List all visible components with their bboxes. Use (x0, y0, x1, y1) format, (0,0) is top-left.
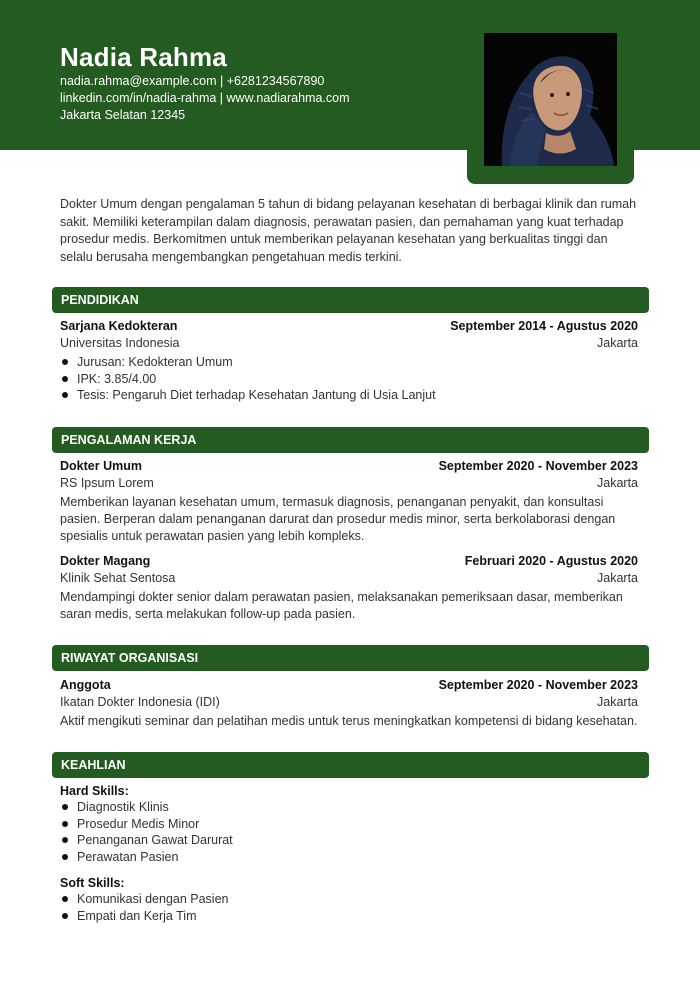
job-2-location: Jakarta (597, 571, 638, 585)
organization-location: Jakarta (597, 695, 638, 709)
job-2-description: Mendampingi dokter senior dalam perawatan pasien, melaksanakan pemeriksaan dasar, memberikan saran medis, serta melakukan follow-up pada pasien. (60, 590, 623, 621)
soft-skills-list (60, 891, 229, 924)
section-heading-education: PENDIDIKAN (52, 287, 649, 313)
list-item: Komunikasi dengan Pasien (60, 891, 229, 908)
profile-photo-frame (467, 22, 634, 184)
job-2-dates: Februari 2020 - Agustus 2020 (464, 554, 638, 568)
list-item: Penanganan Gawat Darurat (60, 832, 233, 849)
contact-email-phone: nadia.rahma@example.com | +6281234567890 (60, 74, 325, 88)
job-2-org: Klinik Sehat Sentosa (60, 571, 176, 585)
list-item: IPK: 3.85/4.00 (60, 371, 436, 388)
job-1-org: RS Ipsum Lorem (60, 476, 154, 490)
hard-skills-label: Hard Skills: (60, 784, 129, 798)
section-heading-organization: RIWAYAT ORGANISASI (52, 645, 649, 671)
organization-dates: September 2020 - November 2023 (438, 678, 638, 692)
organization-name: Ikatan Dokter Indonesia (IDI) (60, 695, 220, 709)
profile-summary: Dokter Umum dengan pengalaman 5 tahun di bidang pelayanan kesehatan di berbagai klinik dan rumah sakit. Memiliki keterampilan dalam diagnosis, perawatan pasien, dan pemahaman yang kuat terhadap prosedur medis. Berkomitmen untuk memberikan pelayanan kesehatan yang berkualitas tinggi dan selalu berusaha mengembangkan pengetahuan medis terkini. (60, 197, 637, 264)
list-item: Perawatan Pasien (60, 849, 233, 866)
education-details-list (60, 354, 436, 404)
education-school: Universitas Indonesia (60, 336, 180, 350)
hard-skills-list (60, 799, 233, 866)
soft-skills-label: Soft Skills: (60, 876, 125, 890)
organization-role: Anggota (60, 678, 111, 692)
section-heading-skills: KEAHLIAN (52, 752, 649, 778)
education-dates: September 2014 - Agustus 2020 (450, 319, 638, 333)
contact-links: linkedin.com/in/nadia-rahma | www.nadiarahma.com (60, 91, 350, 105)
job-1-title: Dokter Umum (60, 459, 142, 473)
organization-description: Aktif mengikuti seminar dan pelatihan medis untuk terus meningkatkan kompetensi di bidang kesehatan. (60, 714, 638, 728)
job-1-location: Jakarta (597, 476, 638, 490)
job-2-title: Dokter Magang (60, 554, 151, 568)
list-item: Prosedur Medis Minor (60, 816, 233, 833)
job-1-description: Memberikan layanan kesehatan umum, termasuk diagnosis, penanganan penyakit, dan konsultasi pasien. Berperan dalam penanganan darurat dan prosedur medis minor, serta berkolaborasi dengan spesialis untuk perawatan pasien yang lebih kompleks. (60, 495, 616, 543)
section-heading-experience: PENGALAMAN KERJA (52, 427, 649, 453)
candidate-name: Nadia Rahma (60, 42, 227, 72)
profile-portrait-illustration (484, 33, 617, 166)
job-1-dates: September 2020 - November 2023 (438, 459, 638, 473)
contact-address: Jakarta Selatan 12345 (60, 108, 186, 122)
list-item: Tesis: Pengaruh Diet terhadap Kesehatan Jantung di Usia Lanjut (60, 387, 436, 404)
profile-photo (484, 33, 617, 166)
list-item: Empati dan Kerja Tim (60, 908, 229, 925)
education-location: Jakarta (597, 336, 638, 350)
list-item: Diagnostik Klinis (60, 799, 233, 816)
education-degree: Sarjana Kedokteran (60, 319, 178, 333)
list-item: Jurusan: Kedokteran Umum (60, 354, 436, 371)
